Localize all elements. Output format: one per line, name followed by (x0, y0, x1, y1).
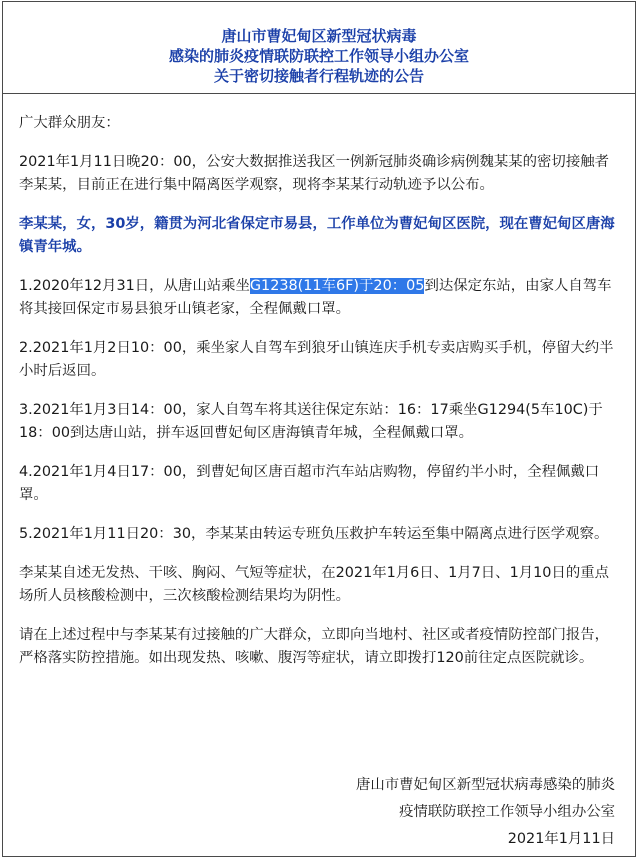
item1-text-post: 到达保定东站，由家人自驾车将其接回保定市易县狼牙山镇老家，全程佩戴口罩。 (19, 278, 612, 317)
profile-paragraph: 李某某，女，30岁，籍贯为河北省保定市易县，工作单位为曹妃甸区医院，现在曹妃甸区唐海镇青年城。 (19, 216, 615, 255)
itinerary-item-4: 4.2021年1月4日17：00，到曹妃甸区唐百超市汽车站店购物，停留约半小时，全程佩戴口罩。 (19, 464, 600, 503)
notice-paragraph: 请在上述过程中与李某某有过接触的广大群众，立即向当地村、社区或者疫情防控部门报告，严格落实防控措施。如出现发热、咳嗽、腹泻等症状，请立即拨打120前往定点医院就诊。 (19, 627, 610, 666)
header-title-line-3: 关于密切接触者行程轨迹的公告 (213, 67, 424, 85)
symptoms-paragraph: 李某某自述无发热、干咳、胸闷、气短等症状，在2021年1月6日、1月7日、1月10日的重点场所人员核酸检测中，三次核酸检测结果均为阴性。 (19, 565, 609, 604)
itinerary-item-1 (19, 275, 623, 321)
signature-block (356, 772, 615, 853)
greeting: 广大群众朋友： (19, 115, 120, 131)
announcement-header (3, 2, 635, 94)
header-title-line-2: 感染的肺炎疫情联防联控工作领导小组办公室 (168, 47, 469, 65)
item1-text-pre: 1.2020年12月31日，从唐山站乘坐 (19, 278, 250, 294)
intro-paragraph: 2021年1月11日晚20：00，公安大数据推送我区一例新冠肺炎确诊病例魏某某的密切接触者李某某，目前正在进行集中隔离医学观察，现将李某某行动轨迹予以公布。 (19, 154, 609, 193)
itinerary-item-5: 5.2021年1月11日20：30，李某某由转运专班负压救护车转运至集中隔离点进行医学观察。 (19, 526, 609, 542)
signature-date: 2021年1月11日 (507, 831, 615, 847)
announcement-body (19, 112, 623, 686)
itinerary-item-3: 3.2021年1月3日14：00，家人自驾车将其送往保定东站：16：17乘坐G1294(5车10C)于18：00到达唐山站，拼车返回曹妃甸区唐海镇青年城，全程佩戴口罩。 (19, 402, 603, 441)
itinerary-item-2: 2.2021年1月2日10：00，乘坐家人自驾车到狼牙山镇连庆手机专卖店购买手机，停留大约半小时后返回。 (19, 340, 614, 379)
header-title-line-1: 唐山市曹妃甸区新型冠状病毒 (221, 27, 417, 45)
signature-line-2: 疫情联防联控工作领导小组办公室 (399, 804, 615, 820)
item1-highlighted-text: G1238(11车6F)于20：05 (249, 278, 425, 294)
announcement-frame (2, 1, 636, 857)
signature-line-1: 唐山市曹妃甸区新型冠状病毒感染的肺炎 (355, 777, 615, 793)
